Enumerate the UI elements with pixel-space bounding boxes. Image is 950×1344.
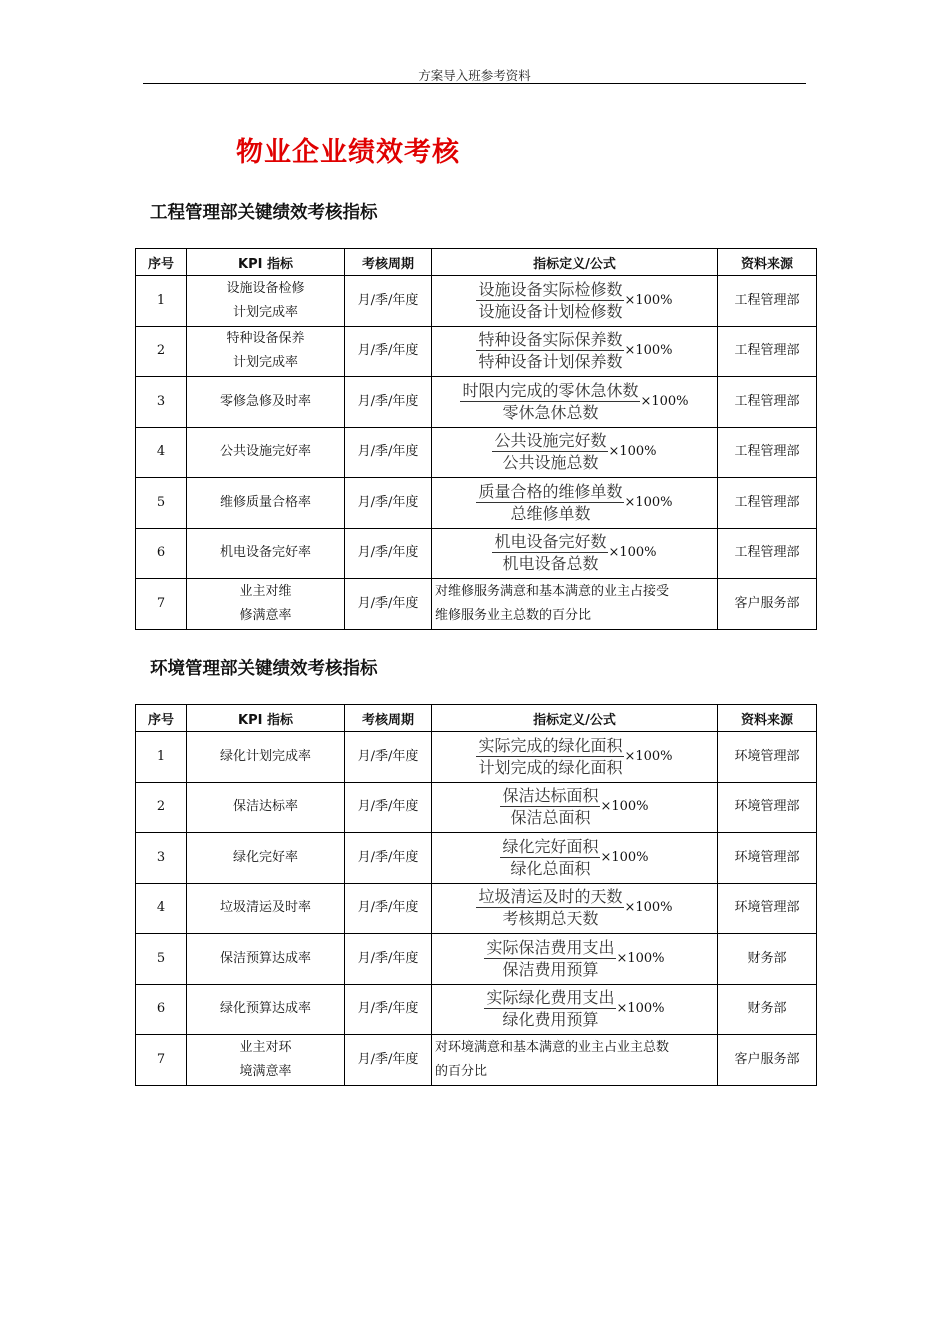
kpi-line-1: 特种设备保养 bbox=[226, 331, 305, 347]
cell-period: 月/季/年度 bbox=[345, 276, 432, 327]
fraction bbox=[492, 532, 608, 574]
section-title-engineering: 工程管理部关键绩效考核指标 bbox=[150, 203, 378, 223]
cell-kpi bbox=[187, 579, 345, 630]
fraction-numerator: 实际绿化费用支出 bbox=[486, 988, 615, 1008]
fraction-numerator: 实际保洁费用支出 bbox=[486, 937, 615, 957]
cell-source: 工程管理部 bbox=[718, 326, 817, 377]
fraction bbox=[476, 736, 624, 778]
multiplier: ×100% bbox=[600, 849, 649, 865]
cell-period: 月/季/年度 bbox=[345, 833, 432, 884]
fraction-denominator: 公共设施总数 bbox=[502, 453, 599, 473]
cell-formula bbox=[432, 1035, 718, 1086]
cell-formula bbox=[432, 934, 718, 985]
cell-no: 3 bbox=[136, 377, 187, 428]
header-rule bbox=[143, 83, 806, 84]
cell-source: 环境管理部 bbox=[718, 833, 817, 884]
fraction bbox=[460, 381, 640, 423]
kpi-table-environment bbox=[135, 704, 817, 1086]
table-row bbox=[136, 732, 817, 783]
kpi-line-1: 零修急修及时率 bbox=[219, 393, 311, 409]
cell-source: 工程管理部 bbox=[718, 276, 817, 327]
cell-period: 月/季/年度 bbox=[345, 326, 432, 377]
multiplier: ×100% bbox=[624, 748, 673, 764]
fraction-denominator: 总维修单数 bbox=[510, 503, 591, 523]
definition-line-2: 维修服务业主总数的百分比 bbox=[435, 607, 592, 623]
column-header-kpi: KPI 指标 bbox=[187, 705, 345, 732]
kpi-line-1: 机电设备完好率 bbox=[219, 545, 311, 561]
fraction-numerator: 机电设备完好数 bbox=[494, 532, 607, 552]
kpi-line-1: 公共设施完好率 bbox=[219, 444, 311, 460]
cell-kpi bbox=[187, 934, 345, 985]
cell-period: 月/季/年度 bbox=[345, 1035, 432, 1086]
fraction-denominator: 设施设备计划检修数 bbox=[478, 301, 623, 321]
cell-source: 财务部 bbox=[718, 984, 817, 1035]
table-row bbox=[136, 984, 817, 1035]
cell-source: 工程管理部 bbox=[718, 528, 817, 579]
fraction bbox=[476, 280, 624, 322]
cell-formula bbox=[432, 782, 718, 833]
table-row bbox=[136, 934, 817, 985]
cell-source: 财务部 bbox=[718, 934, 817, 985]
table-row bbox=[136, 883, 817, 934]
cell-formula bbox=[432, 528, 718, 579]
multiplier: ×100% bbox=[624, 292, 673, 308]
multiplier: ×100% bbox=[624, 343, 673, 359]
cell-kpi bbox=[187, 478, 345, 529]
definition-text bbox=[435, 1036, 714, 1084]
cell-kpi bbox=[187, 984, 345, 1035]
fraction bbox=[484, 988, 616, 1030]
cell-source: 工程管理部 bbox=[718, 427, 817, 478]
cell-kpi bbox=[187, 833, 345, 884]
page-header: 方案导入班参考资料 bbox=[418, 68, 531, 83]
cell-period: 月/季/年度 bbox=[345, 579, 432, 630]
column-header-period: 考核周期 bbox=[345, 249, 432, 276]
cell-no: 3 bbox=[136, 833, 187, 884]
cell-period: 月/季/年度 bbox=[345, 377, 432, 428]
multiplier: ×100% bbox=[624, 494, 673, 510]
cell-kpi bbox=[187, 782, 345, 833]
cell-formula bbox=[432, 732, 718, 783]
column-header-source: 资料来源 bbox=[718, 249, 817, 276]
multiplier: ×100% bbox=[608, 444, 657, 460]
cell-formula bbox=[432, 883, 718, 934]
fraction-numerator: 公共设施完好数 bbox=[494, 431, 607, 451]
cell-source: 环境管理部 bbox=[718, 883, 817, 934]
cell-no: 5 bbox=[136, 478, 187, 529]
table-row bbox=[136, 1035, 817, 1086]
fraction-numerator: 垃圾清运及时的天数 bbox=[478, 887, 623, 907]
table-row bbox=[136, 377, 817, 428]
cell-period: 月/季/年度 bbox=[345, 782, 432, 833]
table-row bbox=[136, 833, 817, 884]
fraction-denominator: 特种设备计划保养数 bbox=[478, 352, 623, 372]
cell-kpi bbox=[187, 528, 345, 579]
cell-kpi bbox=[187, 276, 345, 327]
table-row bbox=[136, 579, 817, 630]
column-header-kpi: KPI 指标 bbox=[187, 249, 345, 276]
kpi-line-1: 绿化完好率 bbox=[232, 849, 298, 865]
table-row bbox=[136, 276, 817, 327]
column-header-period: 考核周期 bbox=[345, 705, 432, 732]
fraction-numerator: 质量合格的维修单数 bbox=[478, 481, 623, 501]
fraction-numerator: 设施设备实际检修数 bbox=[478, 279, 623, 299]
cell-no: 4 bbox=[136, 883, 187, 934]
cell-formula bbox=[432, 984, 718, 1035]
fraction bbox=[476, 887, 624, 929]
fraction-denominator: 计划完成的绿化面积 bbox=[478, 757, 623, 777]
kpi-line-1: 维修质量合格率 bbox=[219, 494, 311, 510]
cell-kpi bbox=[187, 732, 345, 783]
kpi-line-1: 绿化预算达成率 bbox=[219, 1001, 311, 1017]
kpi-line-1: 业主对环 bbox=[239, 1039, 292, 1055]
kpi-line-1: 垃圾清运及时率 bbox=[219, 900, 311, 916]
cell-period: 月/季/年度 bbox=[345, 883, 432, 934]
fraction bbox=[500, 837, 600, 879]
cell-period: 月/季/年度 bbox=[345, 984, 432, 1035]
kpi-table-engineering bbox=[135, 248, 817, 630]
column-header-no: 序号 bbox=[136, 705, 187, 732]
kpi-line-1: 保洁达标率 bbox=[232, 799, 298, 815]
fraction-numerator: 保洁达标面积 bbox=[502, 786, 599, 806]
table-row bbox=[136, 427, 817, 478]
kpi-line-1: 保洁预算达成率 bbox=[219, 950, 311, 966]
cell-formula bbox=[432, 276, 718, 327]
document-title: 物业企业绩效考核 bbox=[236, 137, 460, 168]
column-header-no: 序号 bbox=[136, 249, 187, 276]
multiplier: ×100% bbox=[600, 799, 649, 815]
cell-kpi bbox=[187, 326, 345, 377]
cell-no: 6 bbox=[136, 984, 187, 1035]
column-header-formula: 指标定义/公式 bbox=[432, 705, 718, 732]
cell-kpi bbox=[187, 377, 345, 428]
fraction-numerator: 实际完成的绿化面积 bbox=[478, 735, 623, 755]
cell-source: 客户服务部 bbox=[718, 1035, 817, 1086]
cell-formula bbox=[432, 427, 718, 478]
cell-period: 月/季/年度 bbox=[345, 427, 432, 478]
column-header-formula: 指标定义/公式 bbox=[432, 249, 718, 276]
cell-no: 6 bbox=[136, 528, 187, 579]
section-title-environment: 环境管理部关键绩效考核指标 bbox=[150, 659, 378, 679]
fraction bbox=[476, 330, 624, 372]
fraction bbox=[492, 431, 608, 473]
cell-source: 工程管理部 bbox=[718, 478, 817, 529]
table-row bbox=[136, 782, 817, 833]
fraction-numerator: 时限内完成的零休急休数 bbox=[462, 380, 639, 400]
fraction-numerator: 特种设备实际保养数 bbox=[478, 330, 623, 350]
cell-no: 7 bbox=[136, 1035, 187, 1086]
kpi-line-2: 计划完成率 bbox=[232, 355, 298, 371]
multiplier: ×100% bbox=[608, 545, 657, 561]
cell-formula bbox=[432, 478, 718, 529]
cell-source: 工程管理部 bbox=[718, 377, 817, 428]
cell-source: 客户服务部 bbox=[718, 579, 817, 630]
fraction-denominator: 保洁费用预算 bbox=[502, 959, 599, 979]
fraction-denominator: 零休急休总数 bbox=[502, 402, 599, 422]
cell-no: 1 bbox=[136, 276, 187, 327]
multiplier: ×100% bbox=[616, 1001, 665, 1017]
fraction bbox=[500, 786, 600, 828]
fraction bbox=[484, 938, 616, 980]
fraction-denominator: 考核期总天数 bbox=[502, 909, 599, 929]
kpi-line-1: 设施设备检修 bbox=[226, 280, 305, 296]
kpi-line-2: 境满意率 bbox=[239, 1063, 292, 1079]
column-header-source: 资料来源 bbox=[718, 705, 817, 732]
multiplier: ×100% bbox=[640, 393, 689, 409]
cell-no: 1 bbox=[136, 732, 187, 783]
cell-no: 2 bbox=[136, 326, 187, 377]
cell-no: 4 bbox=[136, 427, 187, 478]
cell-kpi bbox=[187, 1035, 345, 1086]
cell-formula bbox=[432, 326, 718, 377]
cell-no: 2 bbox=[136, 782, 187, 833]
cell-formula bbox=[432, 377, 718, 428]
cell-period: 月/季/年度 bbox=[345, 934, 432, 985]
kpi-line-2: 计划完成率 bbox=[232, 304, 298, 320]
fraction-denominator: 机电设备总数 bbox=[502, 554, 599, 574]
cell-period: 月/季/年度 bbox=[345, 528, 432, 579]
cell-no: 7 bbox=[136, 579, 187, 630]
cell-formula bbox=[432, 579, 718, 630]
table-row bbox=[136, 478, 817, 529]
multiplier: ×100% bbox=[624, 900, 673, 916]
multiplier: ×100% bbox=[616, 950, 665, 966]
kpi-line-1: 绿化计划完成率 bbox=[219, 748, 311, 764]
cell-no: 5 bbox=[136, 934, 187, 985]
definition-line-1: 对环境满意和基本满意的业主占业主总数 bbox=[435, 1039, 670, 1055]
kpi-line-2: 修满意率 bbox=[239, 607, 292, 623]
table-row bbox=[136, 326, 817, 377]
cell-source: 环境管理部 bbox=[718, 782, 817, 833]
kpi-line-1: 业主对维 bbox=[239, 583, 292, 599]
fraction-denominator: 绿化费用预算 bbox=[502, 1010, 599, 1030]
definition-line-2: 的百分比 bbox=[435, 1063, 488, 1079]
cell-formula bbox=[432, 833, 718, 884]
fraction-denominator: 绿化总面积 bbox=[510, 858, 591, 878]
fraction bbox=[476, 482, 624, 524]
fraction-numerator: 绿化完好面积 bbox=[502, 836, 599, 856]
definition-line-1: 对维修服务满意和基本满意的业主占接受 bbox=[435, 583, 670, 599]
cell-kpi bbox=[187, 883, 345, 934]
table-header-row bbox=[136, 249, 817, 276]
cell-period: 月/季/年度 bbox=[345, 478, 432, 529]
table-row bbox=[136, 528, 817, 579]
cell-period: 月/季/年度 bbox=[345, 732, 432, 783]
fraction-denominator: 保洁总面积 bbox=[510, 808, 591, 828]
definition-text bbox=[435, 580, 714, 628]
table-header-row bbox=[136, 705, 817, 732]
cell-kpi bbox=[187, 427, 345, 478]
cell-source: 环境管理部 bbox=[718, 732, 817, 783]
